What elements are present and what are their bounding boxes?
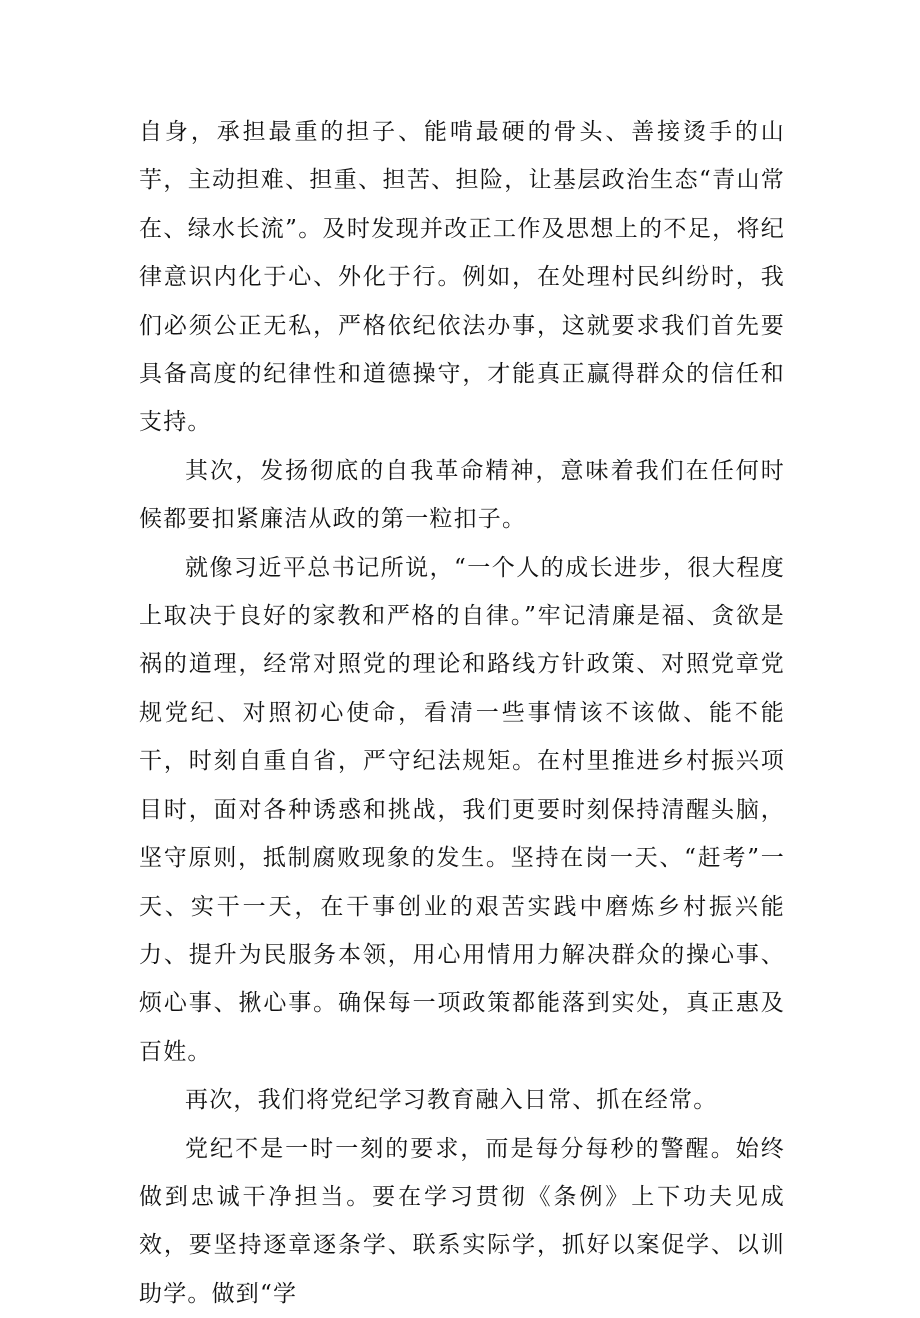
paragraph-2: 其次，发扬彻底的自我革命精神，意味着我们在任何时候都要扣紧廉洁从政的第一粒扣子。 [139, 457, 785, 533]
paragraph-5: 党纪不是一时一刻的要求，而是每分每秒的警醒。始终做到忠诚干净担当。要在学习贯彻《条例》上下功夫见成效，要坚持逐章逐条学、联系实际学，抓好以案促学、以训助学。做到“学 [139, 1135, 785, 1307]
paragraph-3: 就像习近平总书记所说，“一个人的成长进步，很大程度上取决于良好的家教和严格的自律。”牢记清廉是福、贪欲是祸的道理，经常对照党的理论和路线方针政策、对照党章党规党纪、对照初心使命，看清一些事情该不该做、能不能干，时刻自重自省，严守纪法规矩。在村里推进乡村振兴项目时，面对各种诱惑和挑战，我们更要时刻保持清醒头脑，坚守原则，抵制腐败现象的发生。坚持在岗一天、“赶考”一天、实干一天，在干事创业的艰苦实践中磨炼乡村振兴能力、提升为民服务本领，用心用情用力解决群众的操心事、烦心事、揪心事。确保每一项政策都能落到实处，真正惠及百姓。 [139, 554, 785, 1065]
document-body [139, 108, 785, 1318]
paragraph-4: 再次，我们将党纪学习教育融入日常、抓在经常。 [185, 1087, 718, 1114]
paragraph-1: 自身，承担最重的担子、能啃最硬的骨头、善接烫手的山芋，主动担难、担重、担苦、担险，让基层政治生态“青山常在、绿水长流”。及时发现并改正工作及思想上的不足，将纪律意识内化于心、外化于行。例如，在处理村民纠纷时，我们必须公正无私，严格依纪依法办事，这就要求我们首先要具备高度的纪律性和道德操守，才能真正赢得群众的信任和支持。 [139, 119, 785, 436]
